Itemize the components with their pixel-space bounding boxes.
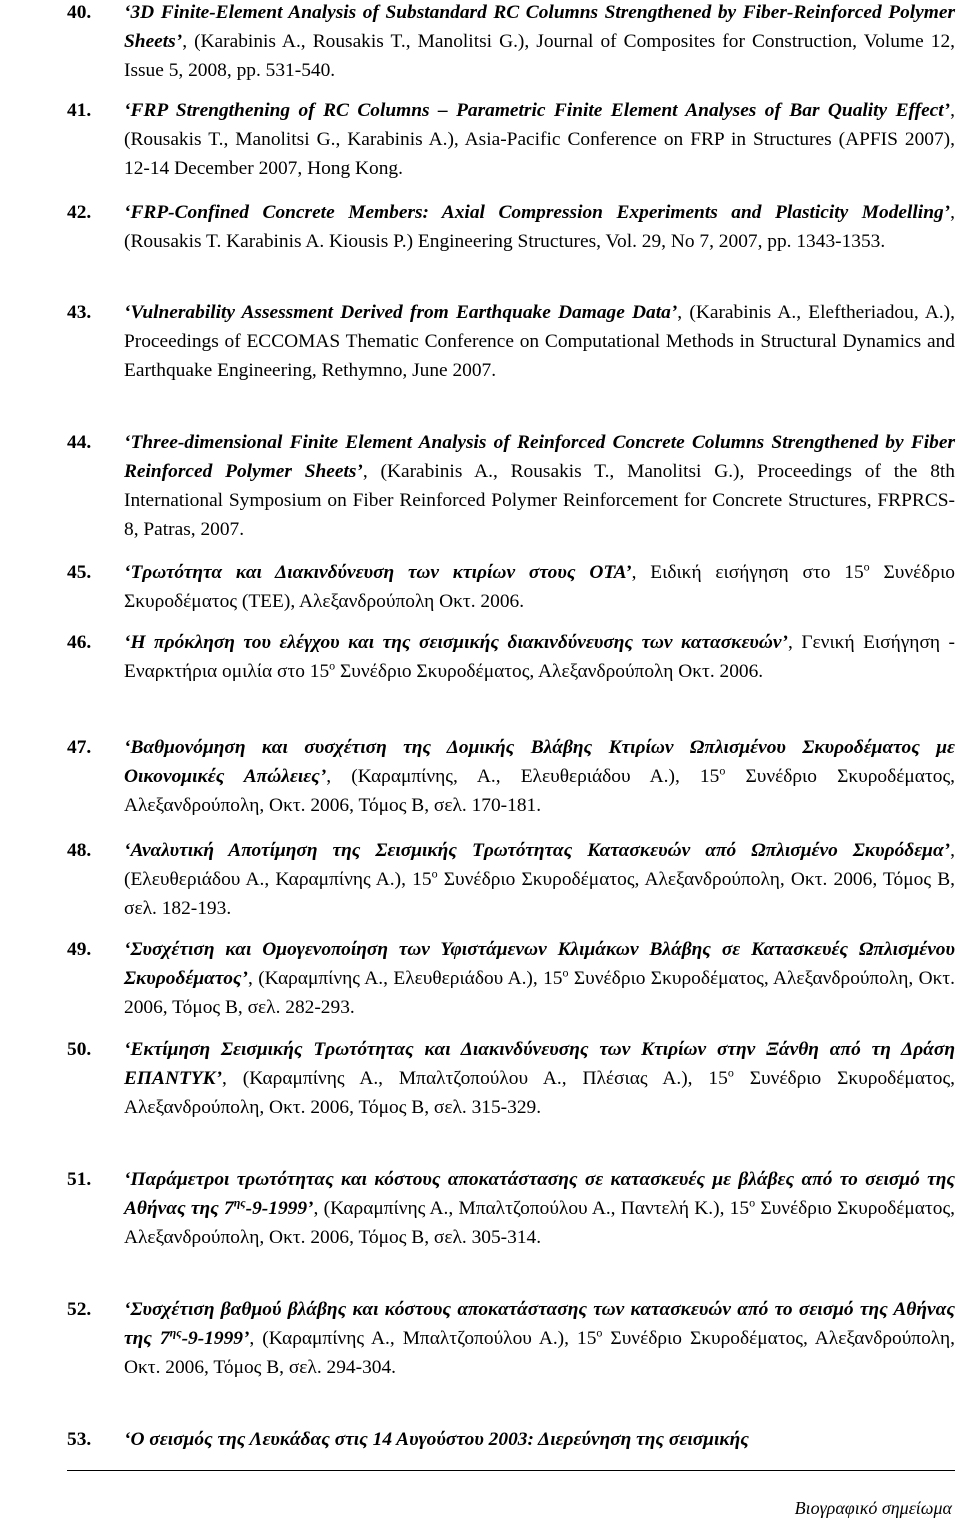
reference-details: Συνέδριο Σκυροδέματος (ΤΕΕ), Αλεξανδρούπολη Οκτ. 2006. xyxy=(124,562,956,612)
superscript-ordinal: ο xyxy=(431,866,438,881)
reference-text xyxy=(124,558,955,616)
reference-text xyxy=(124,298,955,385)
reference-details: Συνέδριο Σκυροδέματος, Αλεξανδρούπολη, Οκτ. 2006, Τόμος Β, σελ. 294-304. xyxy=(124,1328,956,1378)
reference-details: , (Karabinis A., Rousakis T., Manolitsi G.), Journal of Composites for Construction, Volume 12, Issue 5, 2008, pp. 531-540. xyxy=(124,31,955,81)
footer-text: Βιογραφικό σημείωμα xyxy=(794,1498,952,1518)
reference-title: ‘Three-dimensional Finite Element Analysis of Reinforced Concrete Columns Strengthened by Fiber Reinforced Polymer Sheets’ xyxy=(124,432,955,482)
reference-number: 44. xyxy=(67,432,92,453)
superscript-ordinal: ης xyxy=(233,1195,246,1210)
reference-details: Συνέδριο Σκυροδέματος, Αλεξανδρούπολη, Οκτ. 2006, Τόμος Β, σελ. 282-293. xyxy=(124,968,955,1018)
superscript-ordinal: ο xyxy=(727,1065,734,1080)
reference-number: 40. xyxy=(67,2,92,23)
reference-text xyxy=(124,0,955,85)
reference-title: ‘Vulnerability Assessment Derived from Earthquake Damage Data’ xyxy=(124,302,678,323)
reference-details: , (Karabinis A., Rousakis T., Manolitsi G.), Proceedings of the 8th International Symposium on Fiber Reinforced Polymer Reinforcement for Concrete Structures, FRPRCS-8, Patras, 2007. xyxy=(124,461,955,540)
reference-title: ‘Βαθμονόμηση και συσχέτιση της Δομικής Βλάβης Κτιρίων Ωπλισμένου Σκυροδέματος με Οικονομικές Απώλειες’ xyxy=(124,737,955,787)
reference-title: ‘Παράμετροι τρωτότητας και κόστους αποκατάστασης σε κατασκευές με βλάβες από το σεισμό της Αθήνας της 7 xyxy=(124,1169,955,1219)
reference-number: 41. xyxy=(67,100,92,121)
superscript-ordinal: ο xyxy=(749,1195,756,1210)
reference-number: 51. xyxy=(67,1169,92,1190)
reference-title: ‘Ο σεισμός της Λευκάδας στις 14 Αυγούστου 2003: Διερεύνηση της σεισμικής xyxy=(124,1429,749,1450)
reference-title: ‘Τρωτότητα και Διακινδύνευση των κτιρίων στους ΟΤΑ’ xyxy=(124,562,632,583)
reference-text xyxy=(124,935,955,1022)
reference-details: Συνέδριο Σκυροδέματος, Αλεξανδρούπολη, Οκτ. 2006, Τόμος Β, σελ. 305-314. xyxy=(124,1198,955,1248)
superscript-ordinal: ο xyxy=(596,1325,603,1340)
reference-title: ‘FRP-Confined Concrete Members: Axial Compression Experiments and Plasticity Modelling’ xyxy=(124,202,951,223)
reference-details: Συνέδριο Σκυροδέματος, Αλεξανδρούπολη, Οκτ. 2006, Τόμος Β, σελ. 182-193. xyxy=(124,869,955,919)
reference-number: 42. xyxy=(67,202,92,223)
superscript-ordinal: ο xyxy=(719,763,726,778)
reference-details: , Ειδική εισήγηση στο 15 xyxy=(631,562,864,583)
reference-number: 53. xyxy=(67,1429,92,1450)
superscript-ordinal: ο xyxy=(863,559,870,574)
reference-text xyxy=(124,836,955,923)
reference-details: , (Ελευθεριάδου Α., Καραμπίνης Α.), 15 xyxy=(124,840,955,890)
reference-number: 47. xyxy=(67,737,92,758)
reference-number: 52. xyxy=(67,1299,92,1320)
reference-text xyxy=(124,1035,955,1122)
reference-number: 43. xyxy=(67,302,92,323)
reference-text xyxy=(124,628,955,686)
reference-title: ‘Εκτίμηση Σεισμικής Τρωτότητας και Διακινδύνευσης των Κτιρίων στην Ξάνθη από τη Δράση ΕΠΑΝΤΥΚ’ xyxy=(124,1039,955,1089)
reference-text xyxy=(124,428,955,544)
reference-text xyxy=(124,96,955,183)
reference-text xyxy=(124,1165,955,1252)
superscript-ordinal: ης xyxy=(169,1325,182,1340)
reference-title: ‘3D Finite-Element Analysis of Substandard RC Columns Strengthened by Fiber-Reinforced Polymer Sheets’ xyxy=(124,2,955,52)
reference-details: , (Καραμπίνης Α., Μπαλτζοπούλου Α., Παντελή Κ.), 15 xyxy=(313,1198,750,1219)
reference-title: ‘Συσχέτιση και Ομογενοποίηση των Υφιστάμενων Κλιμάκων Βλάβης σε Κατασκευές Ωπλισμένου Σκυροδέματος’ xyxy=(124,939,955,989)
reference-title: -9-1999’ xyxy=(181,1328,250,1349)
reference-number: 49. xyxy=(67,939,92,960)
reference-details: , (Καραμπίνης Α., Ελευθεριάδου Α.), 15 xyxy=(248,968,563,989)
reference-title: ‘FRP Strengthening of RC Columns – Parametric Finite Element Analyses of Bar Quality Effect’ xyxy=(124,100,951,121)
reference-number: 48. xyxy=(67,840,92,861)
reference-details: , (Rousakis T., Manolitsi G., Karabinis A.), Asia-Pacific Conference on FRP in Structures (APFIS 2007), 12-14 December 2007, Hong Kong. xyxy=(124,100,955,179)
footer-divider xyxy=(67,1470,955,1471)
reference-title: ‘Συσχέτιση βαθμού βλάβης και κόστους αποκατάστασης των κατασκευών από το σεισμό της Αθήνας της 7 xyxy=(124,1299,955,1349)
reference-details: , (Καραμπίνης Α., Μπαλτζοπούλου Α.), 15 xyxy=(249,1328,597,1349)
superscript-ordinal: ο xyxy=(329,658,336,673)
reference-text xyxy=(124,733,955,820)
reference-details: , (Καραμπίνης Α., Μπαλτζοπούλου Α., Πλέσιας Α.), 15 xyxy=(222,1068,728,1089)
reference-text xyxy=(124,1295,955,1382)
reference-text xyxy=(124,198,955,256)
reference-details: Συνέδριο Σκυροδέματος, Αλεξανδρούπολη Οκτ. 2006. xyxy=(335,661,764,682)
reference-details: Συνέδριο Σκυροδέματος, Αλεξανδρούπολη, Οκτ. 2006, Τόμος Β, σελ. 170-181. xyxy=(124,766,955,816)
reference-title: -9-1999’ xyxy=(245,1198,314,1219)
reference-title: ‘Η πρόκληση του ελέγχου και της σεισμικής διακινδύνευσης των κατασκευών’ xyxy=(124,632,788,653)
reference-details: , (Rousakis T. Karabinis A. Kiousis P.) Engineering Structures, Vol. 29, No 7, 2007, pp. 1343-1353. xyxy=(124,202,955,252)
reference-details: Συνέδριο Σκυροδέματος, Αλεξανδρούπολη, Οκτ. 2006, Τόμος Β, σελ. 315-329. xyxy=(124,1068,955,1118)
reference-details: , (Καραμπίνης, Α., Ελευθεριάδου Α.), 15 xyxy=(326,766,720,787)
reference-number: 46. xyxy=(67,632,92,653)
reference-title: ‘Αναλυτική Αποτίμηση της Σεισμικής Τρωτότητας Κατασκευών από Ωπλισμένο Σκυρόδεμα’ xyxy=(124,840,951,861)
superscript-ordinal: ο xyxy=(562,965,569,980)
reference-number: 45. xyxy=(67,562,92,583)
reference-text xyxy=(124,1425,955,1454)
reference-number: 50. xyxy=(67,1039,92,1060)
reference-details: , Γενική Εισήγηση - Εναρκτήρια ομιλία στο 15 xyxy=(124,632,955,682)
reference-details: , (Karabinis A., Eleftheriadou, A.), Proceedings of ECCOMAS Thematic Conference on Computational Methods in Structural Dynamics and Earthquake Engineering, Rethymno, June 2007. xyxy=(124,302,955,381)
